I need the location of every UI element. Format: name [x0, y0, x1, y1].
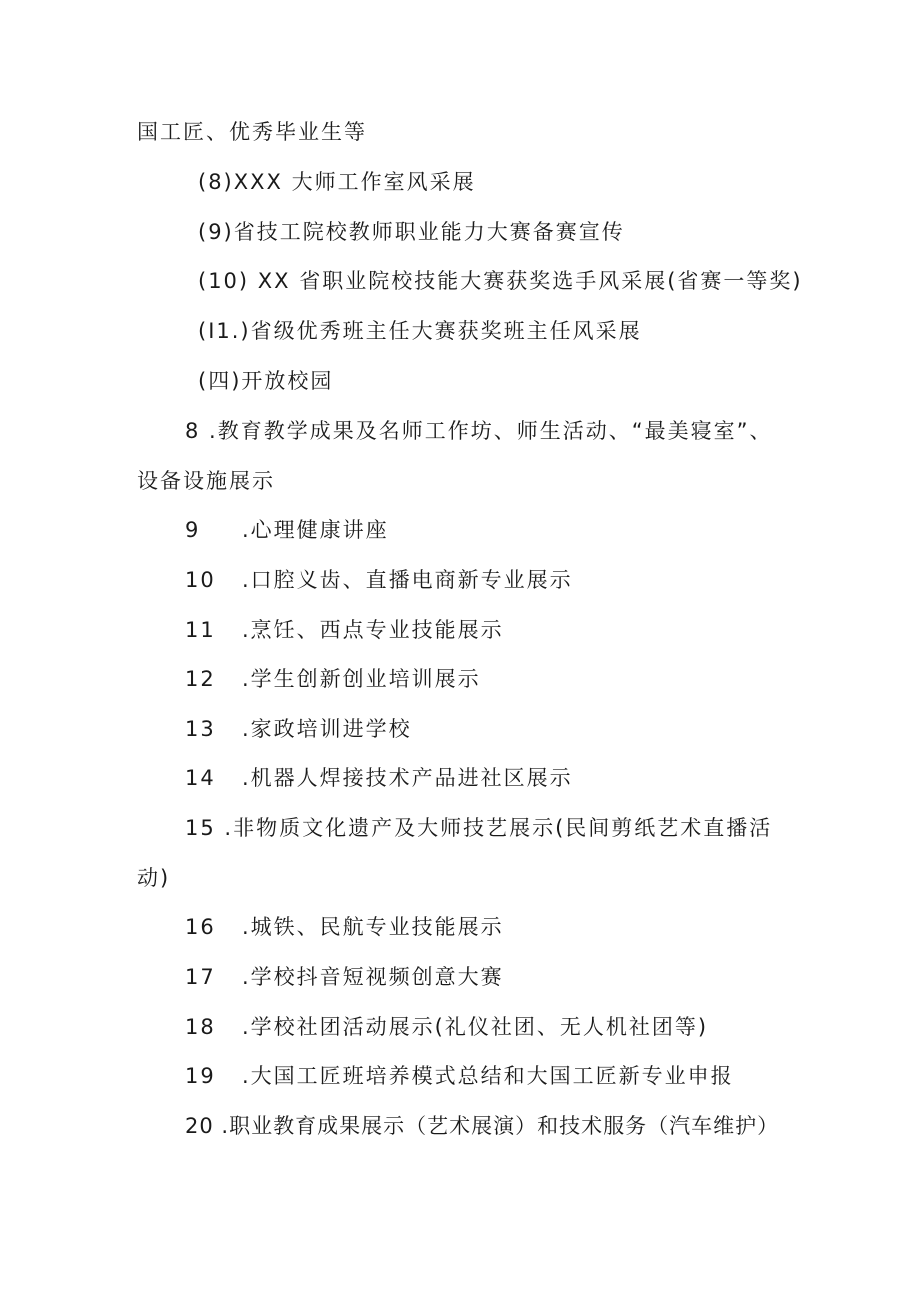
list-item: 20 .职业教育成果展示（艺术展演）和技术服务（汽车维护） — [185, 1114, 780, 1138]
item-number: 13 — [185, 717, 216, 741]
list-item: 8 .教育教学成果及名师工作坊、师生活动、“最美寝室”、 — [185, 419, 773, 443]
item-text: .心理健康讲座 — [242, 518, 389, 542]
item-number: 16 — [185, 915, 216, 939]
item-text: .大国工匠班培养模式总结和大国工匠新专业申报 — [242, 1064, 734, 1088]
list-item — [185, 567, 573, 593]
item-text: .口腔义齿、直播电商新专业展示 — [242, 568, 573, 592]
list-item — [185, 617, 504, 643]
item-number: 17 — [185, 965, 216, 989]
text-line: 国工匠、优秀毕业生等 — [137, 120, 367, 144]
text-line: (8)XXX 大师工作室风采展 — [198, 170, 476, 194]
item-text: .机器人焊接技术产品进社区展示 — [242, 766, 573, 790]
list-item — [185, 964, 504, 990]
item-number: 12 — [185, 667, 216, 691]
list-item: 15 .非物质文化遗产及大师技艺展示(民间剪纸艺术直播活 — [185, 816, 773, 840]
text-line: 设备设施展示 — [137, 469, 275, 493]
list-item — [185, 517, 389, 543]
list-item — [185, 666, 481, 692]
text-line: (9)省技工院校教师职业能力大赛备赛宣传 — [198, 220, 625, 244]
item-text: .家政培训进学校 — [242, 717, 412, 741]
section-heading: (四)开放校园 — [198, 369, 334, 393]
item-text: .城铁、民航专业技能展示 — [242, 915, 504, 939]
list-item — [185, 914, 504, 940]
item-number: 11 — [185, 618, 216, 642]
list-item — [185, 1063, 734, 1089]
item-number: 10 — [185, 568, 216, 592]
text-line: (I1.)省级优秀班主任大赛获奖班主任风采展 — [198, 319, 642, 343]
item-text: .学生创新创业培训展示 — [242, 667, 481, 691]
item-number: 14 — [185, 766, 216, 790]
list-item — [185, 765, 573, 791]
item-text: .学校抖音短视频创意大赛 — [242, 965, 504, 989]
item-text: .烹饪、西点专业技能展示 — [242, 618, 504, 642]
list-item — [185, 1014, 708, 1040]
item-number: 18 — [185, 1015, 216, 1039]
item-number: 19 — [185, 1064, 216, 1088]
text-line: 动) — [137, 866, 171, 890]
list-item — [185, 716, 412, 742]
item-number: 9 — [185, 518, 201, 542]
text-line: (10) XX 省职业院校技能大赛获奖选手风采展(省赛一等奖) — [198, 269, 803, 293]
item-text: .学校社团活动展示(礼仪社团、无人机社团等) — [242, 1015, 709, 1039]
